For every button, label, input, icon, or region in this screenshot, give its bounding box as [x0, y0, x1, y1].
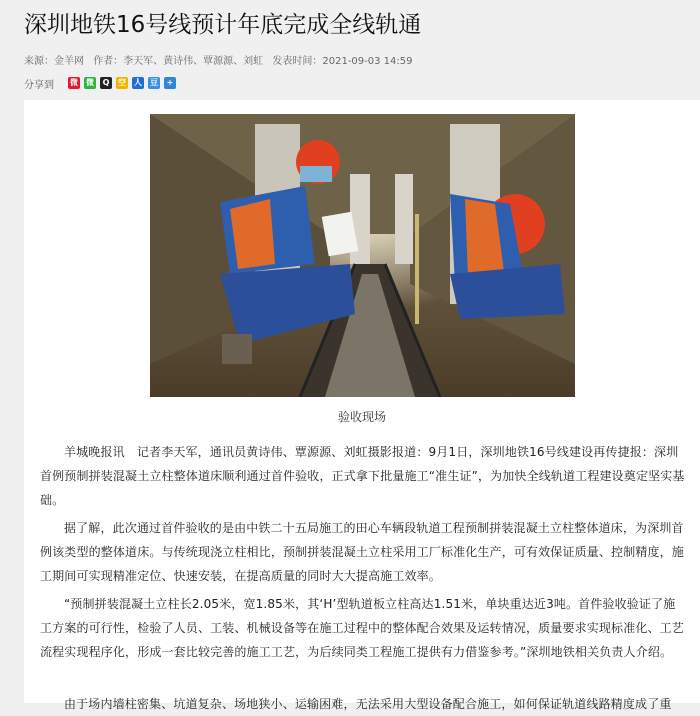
- wechat-icon[interactable]: 微: [86, 78, 94, 87]
- article-photo: [150, 114, 575, 397]
- article-header: [0, 0, 700, 100]
- qq-icon[interactable]: Q: [100, 77, 112, 89]
- photo-caption: 验收现场: [337, 410, 386, 424]
- qzone-icon[interactable]: 空: [118, 78, 126, 87]
- share-label: 分享到: [24, 79, 54, 91]
- article-body: [24, 100, 700, 711]
- paragraph-4: 由于场内墙柱密集、坑道复杂、场地狭小、运输困难，无法采用大型设备配合施工，如何保证轨道线路精度成了重: [64, 697, 672, 711]
- article-meta: [24, 52, 419, 67]
- construction-site-photo: [150, 114, 575, 397]
- paragraph-3: “预制拼装混凝土立柱长2.05米，宽1.85米，其‘H’型轨道板立柱高达1.51米，单块重达近3吨。首件验收验证了施工方案的可行性，检验了人员、工装、机械设备等在施工过程中的整体配合效果及运转情况，质量要求实现标准化、工艺流程实现程序化，形成一套比较完善的施工工艺，为后续同类工程施工提供有力借鉴参考。”深圳地铁相关负责人介绍。: [40, 597, 684, 659]
- more-icon[interactable]: +: [164, 77, 176, 89]
- paragraph-1: 羊城晚报讯 记者李天军，通讯员黄诗伟、覃源源、刘虹摄影报道：9月1日，深圳地铁16号线建设再传捷报：深圳首例预制拼装混凝土立柱整体道床顺利通过首件验收，正式拿下批量施工“准生证”，为加快全线轨道工程建设奠定坚实基础。: [40, 445, 685, 507]
- publish-time: 发表时间：2021-09-03 14:59: [272, 56, 413, 67]
- weibo-icon[interactable]: 微: [70, 78, 78, 87]
- douban-icon[interactable]: 豆: [150, 78, 158, 87]
- page-title: 深圳地铁16号线预计年底完成全线轨通: [24, 12, 422, 38]
- paragraph-2: 据了解，此次通过首件验收的是由中铁二十五局施工的田心车辆段轨道工程预制拼装混凝土立柱整体道床，为深圳首例该类型的整体道床。与传统现浇立柱相比，预制拼装混凝土立柱采用工厂标准化生产，可有效保证质量、控制精度，施工期间可实现精准定位、快速安装，在提高质量的同时大大提高施工效率。: [40, 521, 684, 583]
- author-text: 作者：李天军、黄诗伟、覃源源、刘虹: [93, 56, 264, 67]
- share-bar: [24, 76, 180, 90]
- source-text: 来源：金羊网: [24, 56, 84, 67]
- renren-icon[interactable]: 人: [134, 78, 142, 87]
